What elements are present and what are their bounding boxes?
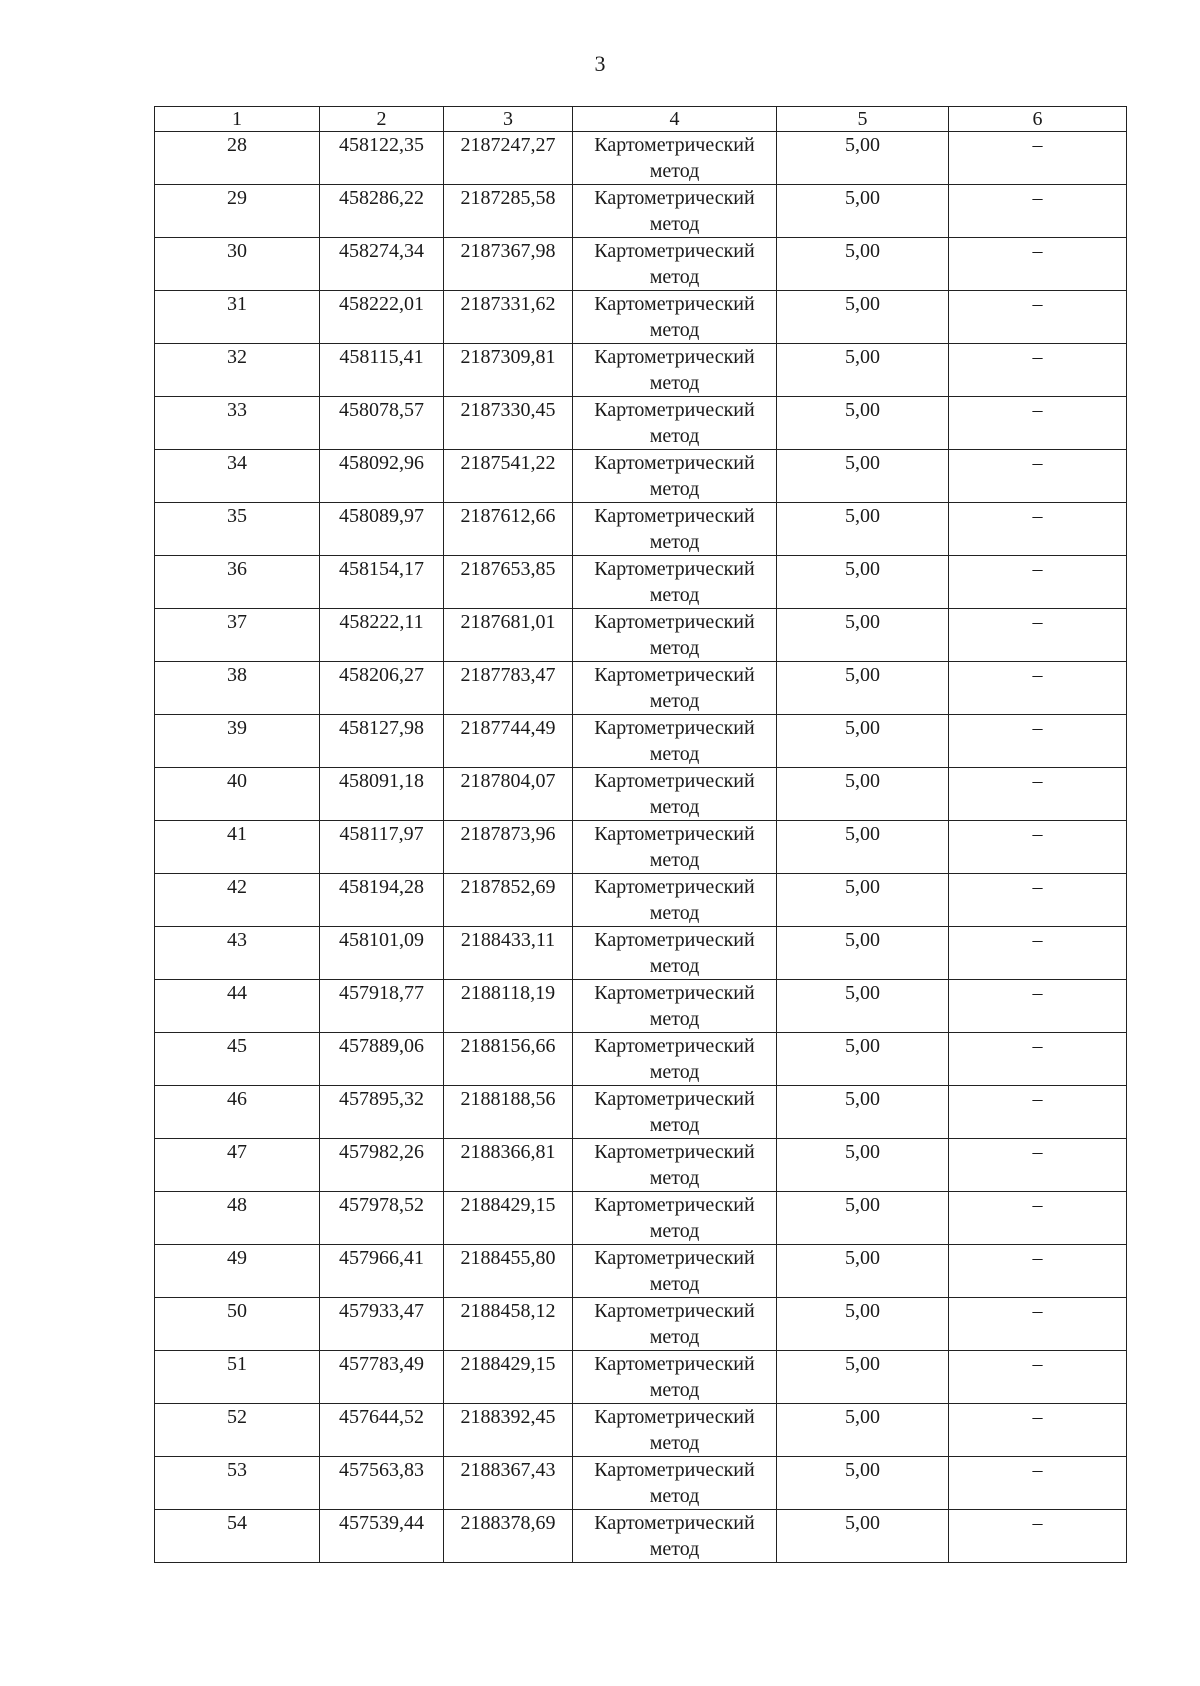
x-coordinate-cell: 457895,32 (320, 1086, 444, 1139)
table-row (155, 1404, 1127, 1457)
y-coordinate-cell: 2187309,81 (444, 344, 573, 397)
note-cell: – (949, 291, 1127, 344)
note-cell: – (949, 238, 1127, 291)
method-line-2: метод (649, 1220, 700, 1242)
table-body (155, 132, 1127, 1563)
x-coordinate-cell: 458194,28 (320, 874, 444, 927)
accuracy-cell: 5,00 (777, 1298, 949, 1351)
method-line-2: метод (649, 160, 700, 182)
accuracy-cell: 5,00 (777, 1192, 949, 1245)
y-coordinate-cell: 2188455,80 (444, 1245, 573, 1298)
table-row (155, 821, 1127, 874)
method-line-2: метод (649, 1379, 700, 1401)
table-row (155, 1086, 1127, 1139)
x-coordinate-cell: 457933,47 (320, 1298, 444, 1351)
method-line-2: метод (649, 1008, 700, 1030)
method-cell (573, 874, 777, 927)
method-line-2: метод (649, 1326, 700, 1348)
accuracy-cell: 5,00 (777, 1139, 949, 1192)
x-coordinate-cell: 458117,97 (320, 821, 444, 874)
y-coordinate-cell: 2188392,45 (444, 1404, 573, 1457)
table-row (155, 344, 1127, 397)
table-row (155, 874, 1127, 927)
note-cell: – (949, 1298, 1127, 1351)
y-coordinate-cell: 2187367,98 (444, 238, 573, 291)
accuracy-cell: 5,00 (777, 132, 949, 185)
note-cell: – (949, 556, 1127, 609)
method-cell (573, 344, 777, 397)
method-line-2: метод (649, 1273, 700, 1295)
accuracy-cell: 5,00 (777, 768, 949, 821)
y-coordinate-cell: 2187285,58 (444, 185, 573, 238)
method-line-2: метод (649, 478, 700, 500)
table-row (155, 1457, 1127, 1510)
y-coordinate-cell: 2187247,27 (444, 132, 573, 185)
y-coordinate-cell: 2188433,11 (444, 927, 573, 980)
point-number-cell: 51 (155, 1351, 320, 1404)
coordinates-table (154, 106, 1127, 1563)
method-line-2: метод (649, 690, 700, 712)
method-line-1: Картометрический (594, 929, 755, 951)
y-coordinate-cell: 2187612,66 (444, 503, 573, 556)
method-cell (573, 238, 777, 291)
table-row (155, 503, 1127, 556)
table-row (155, 927, 1127, 980)
x-coordinate-cell: 458222,11 (320, 609, 444, 662)
method-line-1: Картометрический (594, 1300, 755, 1322)
method-cell (573, 1033, 777, 1086)
method-line-1: Картометрический (594, 664, 755, 686)
note-cell: – (949, 715, 1127, 768)
x-coordinate-cell: 458274,34 (320, 238, 444, 291)
point-number-cell: 44 (155, 980, 320, 1033)
accuracy-cell: 5,00 (777, 1351, 949, 1404)
accuracy-cell: 5,00 (777, 1086, 949, 1139)
note-cell: – (949, 185, 1127, 238)
y-coordinate-cell: 2187541,22 (444, 450, 573, 503)
table-row (155, 980, 1127, 1033)
point-number-cell: 49 (155, 1245, 320, 1298)
y-coordinate-cell: 2188378,69 (444, 1510, 573, 1563)
note-cell: – (949, 344, 1127, 397)
note-cell: – (949, 1033, 1127, 1086)
x-coordinate-cell: 458101,09 (320, 927, 444, 980)
method-cell (573, 1139, 777, 1192)
table-row (155, 132, 1127, 185)
table-row (155, 1245, 1127, 1298)
x-coordinate-cell: 457918,77 (320, 980, 444, 1033)
method-line-1: Картометрический (594, 717, 755, 739)
note-cell: – (949, 821, 1127, 874)
method-line-2: метод (649, 637, 700, 659)
x-coordinate-cell: 457978,52 (320, 1192, 444, 1245)
note-cell: – (949, 980, 1127, 1033)
note-cell: – (949, 1139, 1127, 1192)
point-number-cell: 43 (155, 927, 320, 980)
point-number-cell: 38 (155, 662, 320, 715)
method-cell (573, 503, 777, 556)
y-coordinate-cell: 2188429,15 (444, 1192, 573, 1245)
method-cell (573, 927, 777, 980)
note-cell: – (949, 1245, 1127, 1298)
accuracy-cell: 5,00 (777, 715, 949, 768)
method-line-2: метод (649, 319, 700, 341)
accuracy-cell: 5,00 (777, 1245, 949, 1298)
y-coordinate-cell: 2187330,45 (444, 397, 573, 450)
method-line-2: метод (649, 796, 700, 818)
y-coordinate-cell: 2187804,07 (444, 768, 573, 821)
x-coordinate-cell: 457783,49 (320, 1351, 444, 1404)
method-line-1: Картометрический (594, 770, 755, 792)
method-line-2: метод (649, 955, 700, 977)
x-coordinate-cell: 457563,83 (320, 1457, 444, 1510)
method-cell (573, 821, 777, 874)
method-cell (573, 1457, 777, 1510)
point-number-cell: 32 (155, 344, 320, 397)
point-number-cell: 37 (155, 609, 320, 662)
table-row (155, 556, 1127, 609)
method-line-1: Картометрический (594, 1512, 755, 1534)
method-line-2: метод (649, 372, 700, 394)
method-line-1: Картометрический (594, 1459, 755, 1481)
y-coordinate-cell: 2188367,43 (444, 1457, 573, 1510)
method-cell (573, 662, 777, 715)
method-line-1: Картометрический (594, 1088, 755, 1110)
method-line-2: метод (649, 1061, 700, 1083)
point-number-cell: 33 (155, 397, 320, 450)
point-number-cell: 47 (155, 1139, 320, 1192)
point-number-cell: 52 (155, 1404, 320, 1457)
method-line-1: Картометрический (594, 399, 755, 421)
method-cell (573, 715, 777, 768)
accuracy-cell: 5,00 (777, 662, 949, 715)
accuracy-cell: 5,00 (777, 291, 949, 344)
note-cell: – (949, 1510, 1127, 1563)
note-cell: – (949, 503, 1127, 556)
point-number-cell: 34 (155, 450, 320, 503)
accuracy-cell: 5,00 (777, 450, 949, 503)
method-line-2: метод (649, 849, 700, 871)
method-line-1: Картометрический (594, 1247, 755, 1269)
column-header: 5 (777, 107, 949, 132)
accuracy-cell: 5,00 (777, 503, 949, 556)
note-cell: – (949, 874, 1127, 927)
method-cell (573, 1298, 777, 1351)
note-cell: – (949, 1457, 1127, 1510)
method-line-1: Картометрический (594, 558, 755, 580)
point-number-cell: 42 (155, 874, 320, 927)
accuracy-cell: 5,00 (777, 397, 949, 450)
x-coordinate-cell: 458222,01 (320, 291, 444, 344)
accuracy-cell: 5,00 (777, 556, 949, 609)
note-cell: – (949, 1192, 1127, 1245)
point-number-cell: 39 (155, 715, 320, 768)
page-number: 3 (594, 51, 606, 76)
point-number-cell: 46 (155, 1086, 320, 1139)
method-cell (573, 1351, 777, 1404)
y-coordinate-cell: 2187783,47 (444, 662, 573, 715)
point-number-cell: 28 (155, 132, 320, 185)
accuracy-cell: 5,00 (777, 1510, 949, 1563)
table-header-row (155, 107, 1127, 132)
table-row (155, 768, 1127, 821)
accuracy-cell: 5,00 (777, 1457, 949, 1510)
x-coordinate-cell: 458092,96 (320, 450, 444, 503)
point-number-cell: 30 (155, 238, 320, 291)
method-cell (573, 132, 777, 185)
table-row (155, 238, 1127, 291)
table-row (155, 450, 1127, 503)
method-line-2: метод (649, 213, 700, 235)
note-cell: – (949, 397, 1127, 450)
y-coordinate-cell: 2188458,12 (444, 1298, 573, 1351)
y-coordinate-cell: 2188188,56 (444, 1086, 573, 1139)
table-row (155, 1351, 1127, 1404)
y-coordinate-cell: 2187852,69 (444, 874, 573, 927)
accuracy-cell: 5,00 (777, 874, 949, 927)
accuracy-cell: 5,00 (777, 821, 949, 874)
x-coordinate-cell: 458286,22 (320, 185, 444, 238)
x-coordinate-cell: 458089,97 (320, 503, 444, 556)
method-line-2: метод (649, 1538, 700, 1560)
method-line-1: Картометрический (594, 1194, 755, 1216)
table-row (155, 715, 1127, 768)
method-line-1: Картометрический (594, 346, 755, 368)
table-row (155, 291, 1127, 344)
accuracy-cell: 5,00 (777, 980, 949, 1033)
accuracy-cell: 5,00 (777, 609, 949, 662)
x-coordinate-cell: 457889,06 (320, 1033, 444, 1086)
method-cell (573, 1192, 777, 1245)
method-line-2: метод (649, 1485, 700, 1507)
method-cell (573, 556, 777, 609)
method-line-1: Картометрический (594, 505, 755, 527)
table-row (155, 1033, 1127, 1086)
point-number-cell: 36 (155, 556, 320, 609)
table-row (155, 1298, 1127, 1351)
x-coordinate-cell: 457966,41 (320, 1245, 444, 1298)
method-cell (573, 609, 777, 662)
y-coordinate-cell: 2187331,62 (444, 291, 573, 344)
column-header: 2 (320, 107, 444, 132)
point-number-cell: 29 (155, 185, 320, 238)
method-line-1: Картометрический (594, 240, 755, 262)
method-line-2: метод (649, 1114, 700, 1136)
method-line-1: Картометрический (594, 1141, 755, 1163)
column-header: 3 (444, 107, 573, 132)
point-number-cell: 31 (155, 291, 320, 344)
method-line-1: Картометрический (594, 187, 755, 209)
y-coordinate-cell: 2188429,15 (444, 1351, 573, 1404)
method-cell (573, 291, 777, 344)
accuracy-cell: 5,00 (777, 1404, 949, 1457)
accuracy-cell: 5,00 (777, 1033, 949, 1086)
point-number-cell: 40 (155, 768, 320, 821)
table-row (155, 662, 1127, 715)
accuracy-cell: 5,00 (777, 927, 949, 980)
method-cell (573, 1404, 777, 1457)
table-row (155, 609, 1127, 662)
accuracy-cell: 5,00 (777, 344, 949, 397)
table-row (155, 1139, 1127, 1192)
method-line-1: Картометрический (594, 1406, 755, 1428)
note-cell: – (949, 662, 1127, 715)
accuracy-cell: 5,00 (777, 238, 949, 291)
x-coordinate-cell: 458154,17 (320, 556, 444, 609)
point-number-cell: 48 (155, 1192, 320, 1245)
point-number-cell: 53 (155, 1457, 320, 1510)
table-row (155, 397, 1127, 450)
method-cell (573, 1086, 777, 1139)
method-line-1: Картометрический (594, 823, 755, 845)
table-row (155, 185, 1127, 238)
x-coordinate-cell: 458115,41 (320, 344, 444, 397)
x-coordinate-cell: 458127,98 (320, 715, 444, 768)
y-coordinate-cell: 2187653,85 (444, 556, 573, 609)
x-coordinate-cell: 457539,44 (320, 1510, 444, 1563)
x-coordinate-cell: 458078,57 (320, 397, 444, 450)
method-cell (573, 185, 777, 238)
method-line-2: метод (649, 1432, 700, 1454)
point-number-cell: 50 (155, 1298, 320, 1351)
method-cell (573, 980, 777, 1033)
y-coordinate-cell: 2187873,96 (444, 821, 573, 874)
x-coordinate-cell: 458122,35 (320, 132, 444, 185)
method-line-1: Картометрический (594, 982, 755, 1004)
point-number-cell: 41 (155, 821, 320, 874)
method-line-1: Картометрический (594, 1353, 755, 1375)
method-line-1: Картометрический (594, 1035, 755, 1057)
x-coordinate-cell: 457982,26 (320, 1139, 444, 1192)
column-header: 4 (573, 107, 777, 132)
method-line-2: метод (649, 266, 700, 288)
x-coordinate-cell: 457644,52 (320, 1404, 444, 1457)
method-line-2: метод (649, 531, 700, 553)
y-coordinate-cell: 2188366,81 (444, 1139, 573, 1192)
y-coordinate-cell: 2187744,49 (444, 715, 573, 768)
method-line-1: Картометрический (594, 876, 755, 898)
note-cell: – (949, 1404, 1127, 1457)
y-coordinate-cell: 2188118,19 (444, 980, 573, 1033)
column-header: 6 (949, 107, 1127, 132)
point-number-cell: 35 (155, 503, 320, 556)
method-line-1: Картометрический (594, 293, 755, 315)
method-line-2: метод (649, 902, 700, 924)
note-cell: – (949, 609, 1127, 662)
note-cell: – (949, 927, 1127, 980)
method-line-2: метод (649, 584, 700, 606)
y-coordinate-cell: 2187681,01 (444, 609, 573, 662)
column-header: 1 (155, 107, 320, 132)
table-row (155, 1192, 1127, 1245)
method-cell (573, 1510, 777, 1563)
note-cell: – (949, 450, 1127, 503)
note-cell: – (949, 1351, 1127, 1404)
point-number-cell: 54 (155, 1510, 320, 1563)
method-cell (573, 768, 777, 821)
method-cell (573, 397, 777, 450)
note-cell: – (949, 1086, 1127, 1139)
note-cell: – (949, 132, 1127, 185)
method-cell (573, 1245, 777, 1298)
x-coordinate-cell: 458091,18 (320, 768, 444, 821)
method-cell (573, 450, 777, 503)
method-line-2: метод (649, 743, 700, 765)
x-coordinate-cell: 458206,27 (320, 662, 444, 715)
method-line-1: Картометрический (594, 611, 755, 633)
method-line-2: метод (649, 1167, 700, 1189)
accuracy-cell: 5,00 (777, 185, 949, 238)
y-coordinate-cell: 2188156,66 (444, 1033, 573, 1086)
method-line-2: метод (649, 425, 700, 447)
table-row (155, 1510, 1127, 1563)
method-line-1: Картометрический (594, 452, 755, 474)
point-number-cell: 45 (155, 1033, 320, 1086)
method-line-1: Картометрический (594, 134, 755, 156)
note-cell: – (949, 768, 1127, 821)
